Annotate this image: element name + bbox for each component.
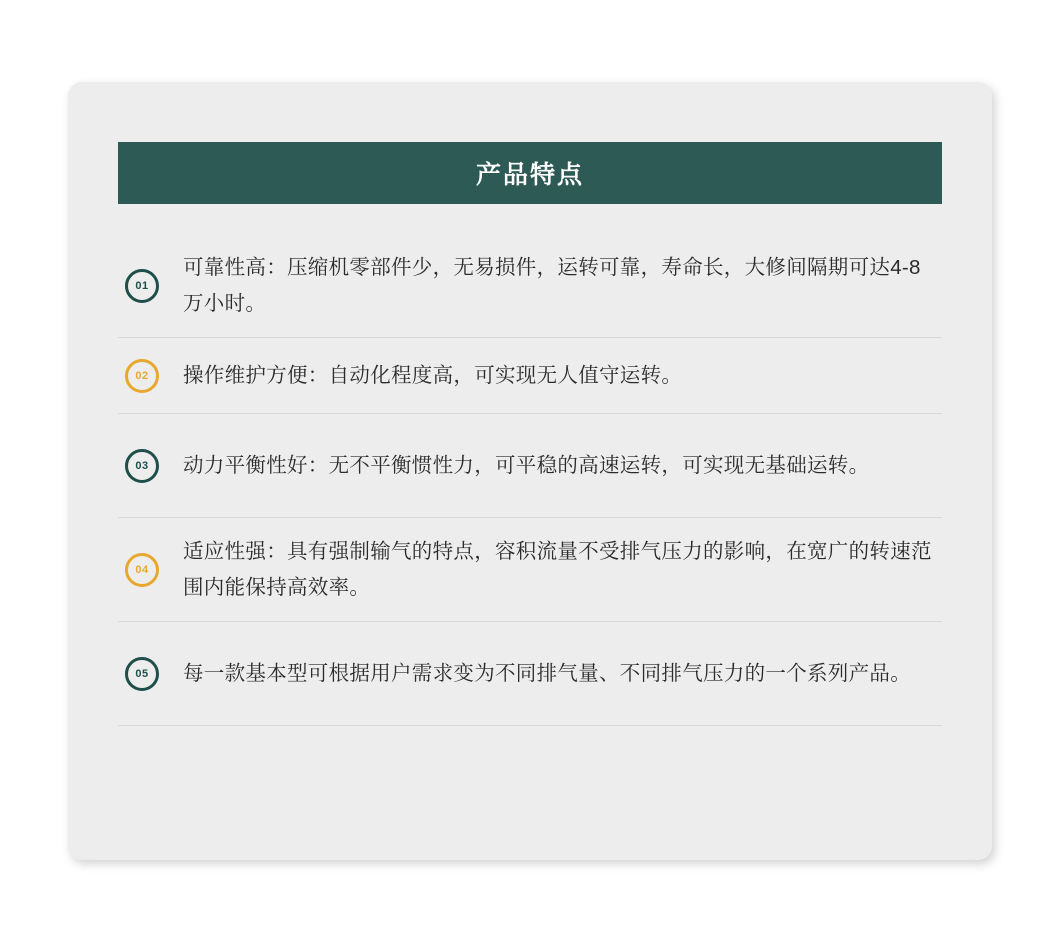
item-text: 可靠性高：压缩机零部件少，无易损件，运转可靠，寿命长，大修间隔期可达4-8万小时。	[183, 256, 921, 315]
item-number-badge: 01	[125, 269, 159, 303]
item-text: 适应性强：具有强制输气的特点，容积流量不受排气压力的影响，在宽广的转速范围内能保持高效率。	[183, 540, 932, 599]
list-item	[118, 622, 942, 726]
item-number-badge: 02	[125, 359, 159, 393]
item-text: 每一款基本型可根据用户需求变为不同排气量、不同排气压力的一个系列产品。	[183, 661, 911, 685]
item-number-badge: 03	[125, 449, 159, 483]
page-title: 产品特点	[475, 161, 584, 189]
feature-list	[118, 234, 942, 726]
item-text: 操作维护方便：自动化程度高，可实现无人值守运转。	[183, 363, 683, 387]
list-item	[118, 518, 942, 622]
card-header	[118, 142, 942, 204]
item-number-badge: 05	[125, 657, 159, 691]
list-item	[118, 414, 942, 518]
feature-card	[68, 82, 992, 860]
item-number-badge: 04	[125, 553, 159, 587]
item-text: 动力平衡性好：无不平衡惯性力，可平稳的高速运转，可实现无基础运转。	[183, 453, 870, 477]
list-item	[118, 234, 942, 338]
list-item	[118, 338, 942, 414]
